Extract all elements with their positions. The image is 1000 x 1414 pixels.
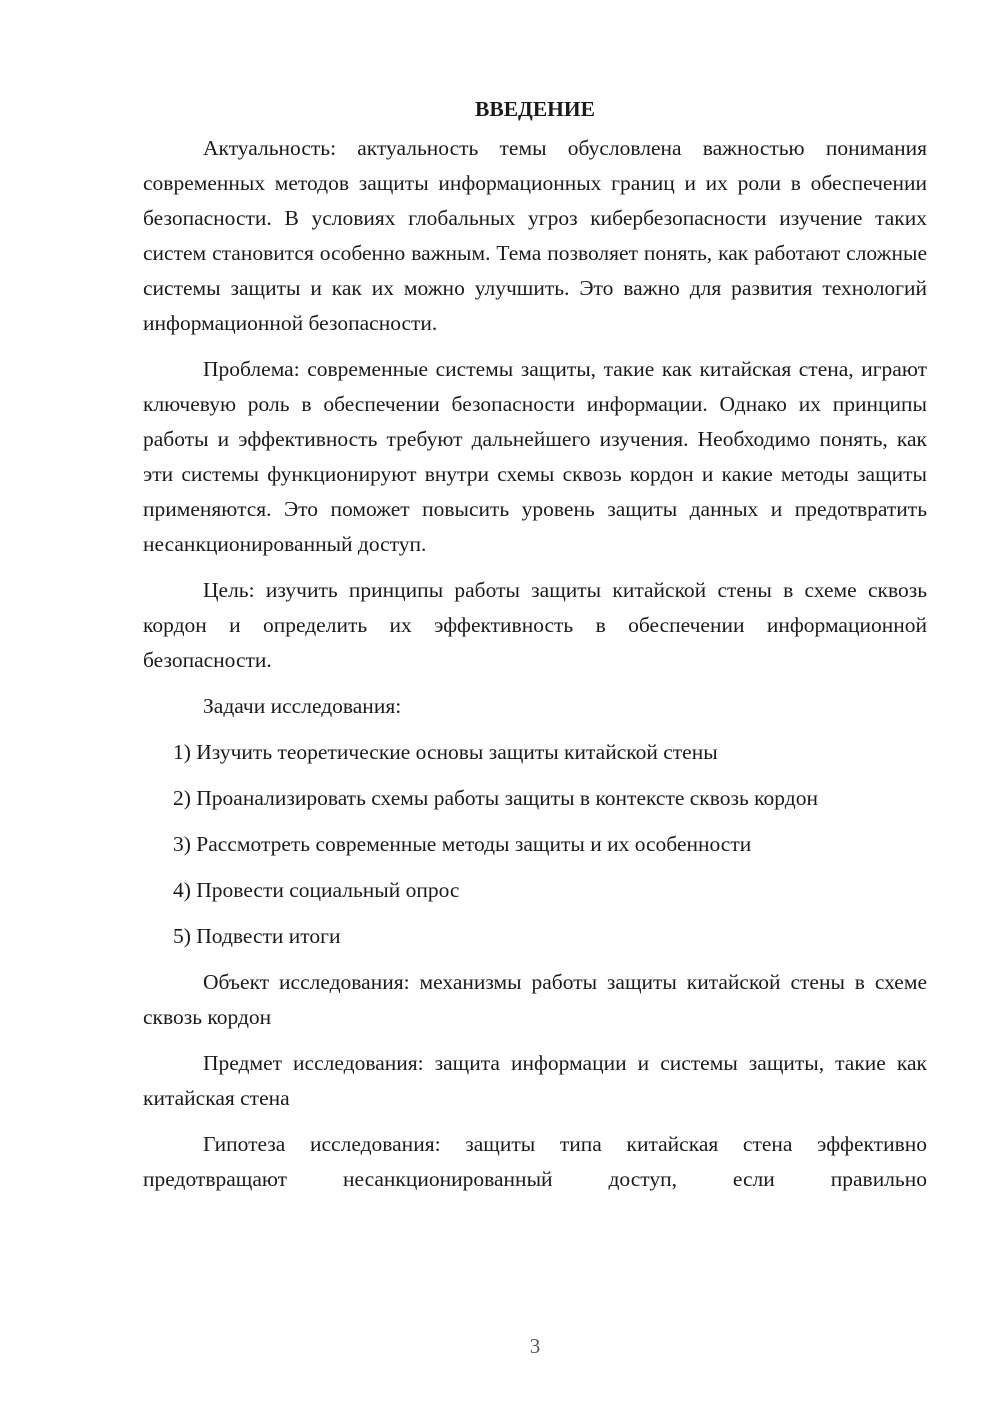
paragraph-object: Объект исследования: механизмы работы защиты китайской стены в схеме сквозь кордон: [143, 970, 927, 1029]
paragraph-problem: Проблема: современные системы защиты, такие как китайская стена, играют ключевую роль в обеспечении безопасности информации. Однако их принципы работы и эффективность требуют дальнейшего изучения. Необходимо понять, как эти системы функционируют внутри схемы сквозь кордон и какие методы защиты применяются. Это поможет повысить уровень защиты данных и предотвратить несанкционированный доступ.: [143, 357, 927, 556]
paragraph-goal: Цель: изучить принципы работы защиты китайской стены в схеме сквозь кордон и определить их эффективность в обеспечении информационной безопасности.: [143, 578, 927, 672]
task-item-5: 5) Подвести итоги: [173, 924, 341, 948]
task-item-2: 2) Проанализировать схемы работы защиты в контексте сквозь кордон: [173, 786, 818, 810]
task-item-3: 3) Рассмотреть современные методы защиты и их особенности: [173, 832, 752, 856]
page-number: 3: [529, 1334, 541, 1358]
paragraph-relevance: Актуальность: актуальность темы обусловлена важностью понимания современных методов защиты информационных границ и их роли в обеспечении безопасности. В условиях глобальных угроз кибербезопасности изучение таких систем становится особенно важным. Тема позволяет понять, как работают сложные системы защиты и как их можно улучшить. Это важно для развития технологий информационной безопасности.: [143, 136, 927, 335]
task-item-1: 1) Изучить теоретические основы защиты китайской стены: [173, 740, 718, 764]
task-item-4: 4) Провести социальный опрос: [173, 878, 460, 902]
paragraph-hypothesis: Гипотеза исследования: защиты типа китайская стена эффективно предотвращают несанкционированный доступ, если правильно: [143, 1132, 927, 1191]
paragraph-tasks-intro: Задачи исследования:: [203, 694, 402, 718]
page-title: ВВЕДЕНИЕ: [475, 97, 595, 121]
paragraph-subject: Предмет исследования: защита информации и системы защиты, такие как китайская стена: [143, 1051, 927, 1110]
document-page: [143, 92, 927, 1197]
